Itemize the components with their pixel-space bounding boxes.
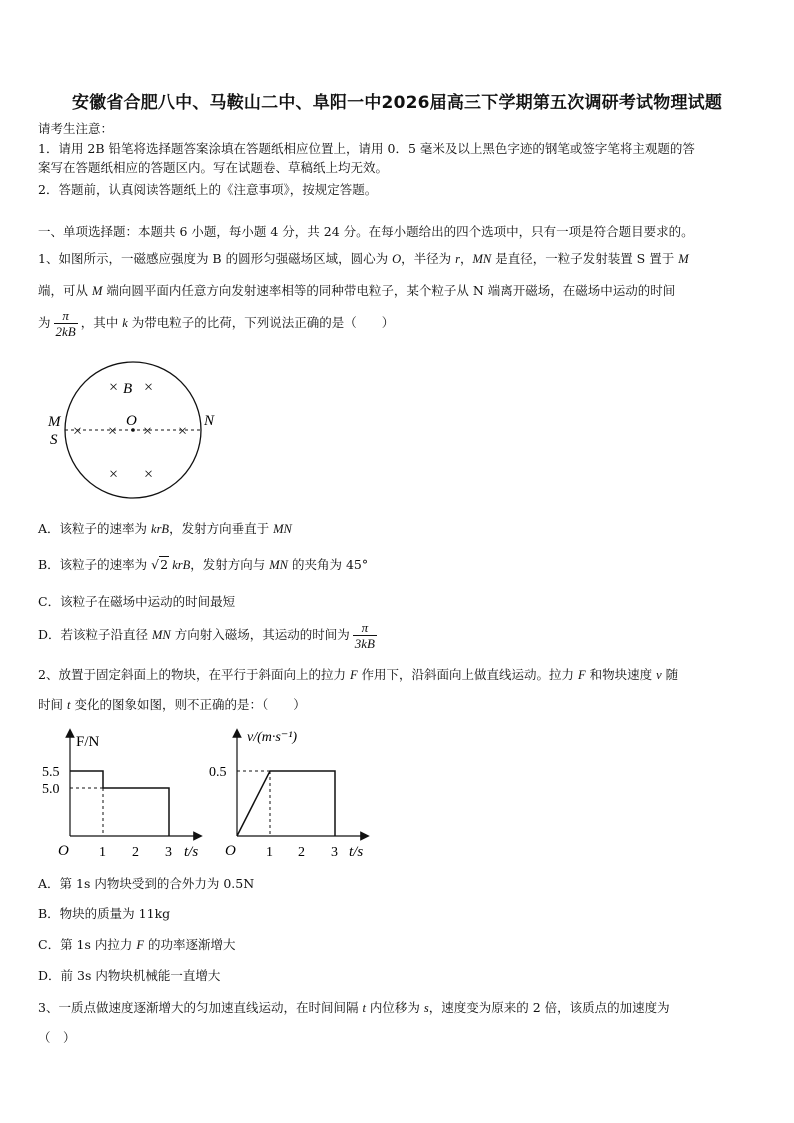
q3-line-1: 3、一质点做速度逐渐增大的匀加速直线运动，在时间间隔 t 内位移为 s，速度变为原来的 2 倍，该质点的加速度为 bbox=[38, 1000, 670, 1015]
label-O: O bbox=[126, 413, 137, 429]
notice-item-1a: 1．请用 2B 铅笔将选择题答案涂填在答题纸相应位置上，请用 0．5 毫米及以上黑色字迹的钢笔或签字笔将主观题的答 bbox=[38, 141, 695, 156]
q1-option-C: C．该粒子在磁场中运动的时间最短 bbox=[38, 594, 236, 609]
g2-tick-3: 3 bbox=[331, 845, 338, 860]
q1-line-3: 为 $\frac{\pi}{2kB}$ ，其中 k 为带电粒子的比荷，下列说法正确的是（ ） bbox=[38, 308, 395, 339]
g1-tick-3: 3 bbox=[165, 845, 172, 860]
label-M: M bbox=[48, 414, 61, 430]
q2-velocity-time-graph bbox=[205, 725, 385, 865]
svg-text:×: × bbox=[73, 423, 83, 440]
g1-tick-55: 5.5 bbox=[42, 765, 60, 780]
page-title: 安徽省合肥八中、马鞍山二中、阜阳一中2026届高三下学期第五次调研考试物理试题 bbox=[71, 93, 723, 113]
g1-xlabel: t/s bbox=[184, 844, 199, 860]
q2-option-C: C．第 1s 内拉力 F 的功率逐渐增大 bbox=[38, 937, 236, 952]
g2-tick-05: 0.5 bbox=[209, 765, 227, 780]
label-B: B bbox=[123, 381, 133, 397]
g2-origin: O bbox=[225, 843, 236, 859]
q2-option-D: D．前 3s 内物块机械能一直增大 bbox=[38, 968, 221, 983]
svg-text:×: × bbox=[108, 423, 118, 440]
section-heading: 一、单项选择题：本题共 6 小题，每小题 4 分，共 24 分。在每小题给出的四个选项中，只有一项是符合题目要求的。 bbox=[38, 224, 694, 239]
g1-origin: O bbox=[58, 843, 69, 859]
q1-line-1: 1、如图所示，一磁感应强度为 B 的圆形匀强磁场区域，圆心为 O，半径为 r，MN 是直径，一粒子发射装置 S 置于 M bbox=[38, 251, 689, 266]
q1-optD-fraction: $\frac{\pi}{3kB}$ bbox=[354, 620, 375, 651]
g2-xlabel: t/s bbox=[349, 844, 364, 860]
sqrt-symbol: √2 bbox=[151, 557, 169, 572]
q1-option-D: D．若该粒子沿直径 MN 方向射入磁场，其运动的时间为 $\frac{\pi}{3kB}$ bbox=[38, 620, 375, 651]
g1-tick-50: 5.0 bbox=[42, 782, 60, 797]
notice-item-2: 2．答题前，认真阅读答题纸上的《注意事项》，按规定答题。 bbox=[38, 182, 378, 197]
svg-text:×: × bbox=[143, 423, 153, 440]
notice-heading: 请考生注意： bbox=[38, 121, 114, 136]
label-S: S bbox=[50, 432, 58, 448]
svg-text:×: × bbox=[109, 379, 119, 396]
q1-magnetic-field-figure bbox=[38, 355, 228, 505]
q1-option-B: B．该粒子的速率为 √2 krB，发射方向与 MN 的夹角为 45° bbox=[38, 557, 369, 572]
svg-text:×: × bbox=[144, 466, 154, 483]
q2-line-1: 2、放置于固定斜面上的物块，在平行于斜面向上的拉力 F 作用下，沿斜面向上做直线运动。拉力 F 和物块速度 v 随 bbox=[38, 667, 679, 682]
q1-line-2: 端，可从 M 端向圆平面内任意方向发射速率相等的同种带电粒子，某个粒子从 N 端离开磁场，在磁场中运动的时间 bbox=[38, 283, 676, 298]
svg-text:×: × bbox=[178, 423, 188, 440]
g2-tick-1: 1 bbox=[266, 845, 273, 860]
q1-time-fraction: $\frac{\pi}{2kB}$ bbox=[55, 308, 76, 339]
g2-ylabel: v/(m·s⁻¹) bbox=[247, 730, 298, 745]
notice-item-1b: 案写在答题纸相应的答题区内。写在试题卷、草稿纸上均无效。 bbox=[38, 160, 389, 175]
q2-force-time-graph bbox=[38, 725, 218, 865]
q2-option-A: A．第 1s 内物块受到的合外力为 0.5N bbox=[38, 876, 255, 891]
q3-line-2: （ ） bbox=[38, 1030, 76, 1045]
g1-tick-1: 1 bbox=[99, 845, 106, 860]
q1-option-A: A．该粒子的速率为 krB，发射方向垂直于 MN bbox=[38, 521, 292, 536]
q2-line-2: 时间 t 变化的图象如图，则不正确的是：（ ） bbox=[38, 697, 306, 712]
g1-tick-2: 2 bbox=[132, 845, 139, 860]
svg-text:×: × bbox=[144, 379, 154, 396]
label-N: N bbox=[204, 413, 215, 429]
g2-tick-2: 2 bbox=[298, 845, 305, 860]
q2-option-B: B．物块的质量为 11kg bbox=[38, 906, 171, 921]
g1-ylabel: F/N bbox=[76, 734, 100, 750]
svg-text:×: × bbox=[109, 466, 119, 483]
